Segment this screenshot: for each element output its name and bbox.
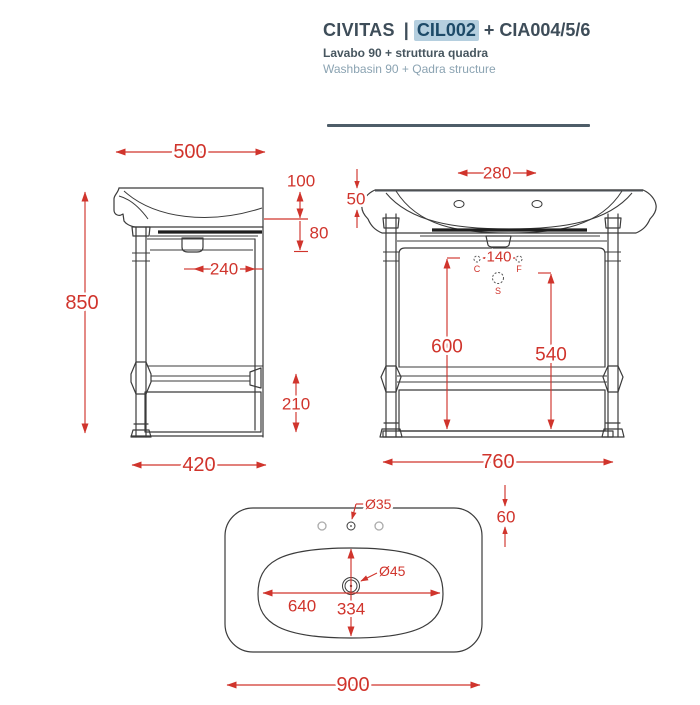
header-rule bbox=[327, 124, 590, 127]
dim-base-depth: 420 bbox=[182, 454, 216, 476]
dim-basin-to-frame: 80 bbox=[309, 223, 329, 243]
subtitle-english: Washbasin 90 + Qadra structure bbox=[323, 62, 496, 76]
title-divider: | bbox=[403, 20, 409, 40]
dim-height-back: 600 bbox=[431, 336, 463, 358]
dim-bowl-width: 640 bbox=[287, 596, 317, 616]
label-drain: S bbox=[494, 286, 502, 296]
plan-view-drawing bbox=[225, 508, 482, 652]
dim-tap-spacing: 280 bbox=[482, 163, 512, 183]
header bbox=[323, 20, 683, 76]
dim-frame-width: 760 bbox=[481, 451, 515, 473]
dim-back-offset: 60 bbox=[496, 507, 516, 527]
label-cold: C bbox=[473, 264, 481, 274]
side-view-dimensions bbox=[65, 141, 328, 476]
plan-view-dimensions bbox=[227, 485, 515, 696]
brand-name: CIVITAS bbox=[323, 20, 395, 40]
dim-rim-height: 50 bbox=[346, 189, 366, 209]
dim-inner-depth: 240 bbox=[209, 259, 239, 279]
dim-side-height: 850 bbox=[65, 292, 99, 314]
dim-height-front: 540 bbox=[535, 344, 567, 366]
subtitle-italian: Lavabo 90 + struttura quadra bbox=[323, 46, 489, 60]
dim-side-width: 500 bbox=[173, 141, 207, 163]
label-hot: F bbox=[516, 264, 522, 274]
model-suffix: + CIA004/5/6 bbox=[483, 20, 591, 40]
front-view-drawing bbox=[362, 190, 656, 437]
dim-bowl-depth: 334 bbox=[336, 599, 366, 619]
dim-plan-width: 900 bbox=[336, 674, 370, 696]
model-code-highlighted: CIL002 bbox=[414, 20, 479, 41]
dim-fixing-spacing: 140 bbox=[486, 248, 512, 266]
dim-tap-hole-diameter: Ø35 bbox=[365, 496, 392, 512]
product-title bbox=[323, 20, 683, 41]
dim-drain-diameter: Ø45 bbox=[379, 563, 406, 579]
dim-shelf-height: 210 bbox=[281, 394, 311, 414]
side-view-drawing bbox=[114, 188, 263, 437]
dim-basin-height: 100 bbox=[286, 171, 316, 191]
